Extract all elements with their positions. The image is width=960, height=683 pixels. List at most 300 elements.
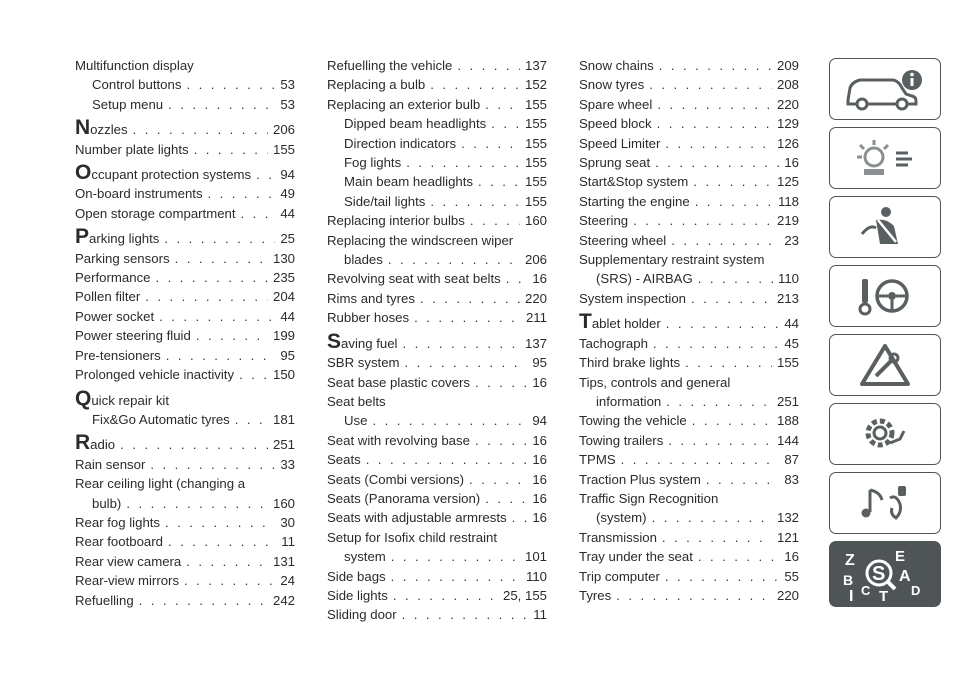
index-entry-label: Saving fuel bbox=[327, 329, 398, 353]
page-number: 129 bbox=[776, 116, 799, 132]
dot-leader bbox=[145, 287, 268, 306]
index-entry-label: Towing the vehicle bbox=[579, 413, 687, 429]
page-number: 118 bbox=[777, 193, 799, 209]
index-entry-label: Rear fog lights bbox=[75, 514, 161, 530]
index-entry bbox=[579, 489, 799, 508]
dot-leader bbox=[159, 307, 275, 326]
index-letter-a: A bbox=[899, 568, 911, 585]
index-entry-label: Open storage compartment bbox=[75, 205, 236, 221]
index-entry bbox=[579, 311, 799, 333]
page-number: 16 bbox=[532, 452, 547, 468]
index-letter-i: I bbox=[849, 588, 854, 605]
page-number: 126 bbox=[776, 135, 799, 151]
index-entry-label: Transmission bbox=[579, 529, 657, 545]
index-entry-label: information bbox=[596, 393, 662, 409]
index-entry-label: Trip computer bbox=[579, 568, 660, 584]
index-heading: Supplementary restraint system bbox=[579, 252, 765, 268]
dot-leader bbox=[659, 56, 772, 75]
index-entry-label: Seats bbox=[327, 452, 361, 468]
tab-warning-lights[interactable] bbox=[829, 127, 941, 189]
page-number: 155 bbox=[524, 155, 547, 171]
index-entry-label: Main beam headlights bbox=[344, 174, 474, 190]
index-entry bbox=[75, 117, 295, 139]
dot-leader bbox=[657, 114, 772, 133]
index-entry-label: Seats (Combi versions) bbox=[327, 471, 465, 487]
dot-leader bbox=[393, 586, 498, 605]
index-entry bbox=[75, 287, 295, 306]
index-entry bbox=[327, 567, 547, 586]
page-number: 101 bbox=[524, 549, 547, 565]
page-number: 53 bbox=[280, 96, 295, 112]
index-entry bbox=[579, 586, 799, 605]
index-entry-label: Spare wheel bbox=[579, 96, 653, 112]
index-heading: Setup for Isofix child restraint bbox=[327, 529, 498, 545]
dot-leader bbox=[691, 289, 772, 308]
page-number: 219 bbox=[776, 213, 799, 229]
index-entry-label: system bbox=[344, 549, 386, 565]
index-column-3 bbox=[579, 56, 799, 605]
index-entry-label: Control buttons bbox=[92, 77, 182, 93]
index-entry-label: blades bbox=[344, 252, 383, 268]
index-entry-label: Radio bbox=[75, 431, 116, 455]
page-number: 131 bbox=[272, 553, 295, 569]
index-entry-label: On-board instruments bbox=[75, 186, 203, 202]
index-heading: Tips, controls and general bbox=[579, 374, 731, 390]
index-entry-label: Tablet holder bbox=[579, 310, 661, 334]
dot-leader bbox=[692, 411, 772, 430]
index-entry bbox=[327, 269, 547, 288]
index-entry bbox=[327, 172, 547, 191]
index-entry bbox=[327, 192, 547, 211]
page-number: 152 bbox=[524, 77, 547, 93]
dot-leader bbox=[165, 513, 275, 532]
page-number: 16 bbox=[532, 432, 547, 448]
index-entry-label: Tachograph bbox=[579, 335, 648, 351]
index-entry bbox=[75, 162, 295, 184]
page-number: 188 bbox=[776, 413, 799, 429]
tab-maintenance[interactable] bbox=[829, 403, 941, 465]
dot-leader bbox=[372, 411, 527, 430]
page-number: 209 bbox=[776, 58, 799, 73]
index-entry bbox=[579, 192, 799, 211]
index-entry bbox=[327, 373, 547, 392]
index-entry bbox=[579, 392, 799, 411]
index-heading: Seat belts bbox=[327, 393, 386, 409]
index-entry bbox=[327, 470, 547, 489]
page-number: 242 bbox=[272, 592, 295, 608]
dot-leader bbox=[420, 289, 520, 308]
index-entry-label: System inspection bbox=[579, 290, 687, 306]
dot-leader bbox=[175, 249, 268, 268]
index-entry bbox=[327, 508, 547, 527]
index-entry bbox=[327, 95, 547, 114]
index-entry-label: Replacing an exterior bulb bbox=[327, 96, 481, 112]
triangle-wrench-icon bbox=[840, 342, 930, 388]
page-number: 25, 155 bbox=[503, 587, 547, 603]
index-column-1 bbox=[75, 56, 295, 610]
index-entry-label: (system) bbox=[596, 510, 647, 526]
dot-leader bbox=[616, 586, 772, 605]
index-entry-label: Tray under the seat bbox=[579, 549, 693, 565]
dot-leader bbox=[668, 431, 772, 450]
index-entry bbox=[579, 56, 799, 75]
dot-leader bbox=[150, 455, 275, 474]
tab-alphabetical-index[interactable] bbox=[829, 541, 941, 607]
index-letter-s: S bbox=[872, 563, 886, 585]
index-entry-label: Side bags bbox=[327, 568, 386, 584]
page-number: 23 bbox=[784, 232, 799, 248]
page-number: 53 bbox=[280, 77, 295, 93]
index-entry-label: Refuelling bbox=[75, 592, 134, 608]
page-number: 155 bbox=[524, 174, 547, 190]
index-entry-label: Traction Plus system bbox=[579, 471, 701, 487]
index-entry-label: Replacing a bulb bbox=[327, 77, 426, 93]
index-entry-label: Seats with adjustable armrests bbox=[327, 510, 507, 526]
page-number: 137 bbox=[524, 58, 547, 73]
index-entry-label: Steering bbox=[579, 213, 629, 229]
index-entry-label: Occupant protection systems bbox=[75, 161, 252, 185]
index-entry bbox=[579, 450, 799, 469]
page-number: 16 bbox=[532, 490, 547, 506]
index-entry bbox=[579, 289, 799, 308]
index-entry-label: (SRS) - AIRBAG bbox=[596, 271, 693, 287]
index-entry-label: Replacing interior bulbs bbox=[327, 213, 465, 229]
page-number: 11 bbox=[533, 607, 547, 623]
page-number: 206 bbox=[524, 252, 547, 268]
page-number: 220 bbox=[776, 587, 799, 603]
page-number: 44 bbox=[280, 205, 295, 221]
page-number: 150 bbox=[272, 367, 295, 383]
car-info-icon bbox=[840, 66, 930, 112]
dot-leader bbox=[653, 334, 779, 353]
index-entry-label: Third brake lights bbox=[579, 355, 681, 371]
tab-safety[interactable] bbox=[829, 196, 941, 258]
page-number: 155 bbox=[776, 355, 799, 371]
page-number: 16 bbox=[784, 155, 799, 171]
index-entry-label: Parking sensors bbox=[75, 250, 170, 266]
dot-leader bbox=[133, 120, 268, 139]
tab-starting-driving[interactable] bbox=[829, 265, 941, 327]
index-entry-label: Snow chains bbox=[579, 58, 654, 73]
index-entry-label: Refuelling the vehicle bbox=[327, 58, 453, 73]
page-number: 251 bbox=[776, 393, 799, 409]
page-number: 199 bbox=[272, 328, 295, 344]
page-number: 160 bbox=[524, 213, 547, 229]
index-heading: Quick repair kit bbox=[75, 386, 170, 410]
index-entry-label: Fog lights bbox=[344, 155, 402, 171]
index-entry-label: Sprung seat bbox=[579, 155, 651, 171]
page-number: 45 bbox=[784, 335, 799, 351]
index-entry bbox=[75, 307, 295, 326]
index-entry bbox=[579, 75, 799, 94]
index-column-2 bbox=[327, 56, 547, 625]
dot-leader bbox=[168, 95, 275, 114]
index-entry bbox=[327, 153, 547, 172]
page-number: 95 bbox=[280, 347, 295, 363]
index-entry-label: SBR system bbox=[327, 355, 400, 371]
index-entry bbox=[327, 231, 547, 250]
page-number: 155 bbox=[272, 141, 295, 157]
tab-multimedia[interactable] bbox=[829, 472, 941, 534]
page-number: 110 bbox=[525, 568, 547, 584]
index-entry bbox=[75, 249, 295, 268]
dot-leader bbox=[168, 532, 276, 551]
dot-leader bbox=[235, 410, 268, 429]
dot-leader bbox=[693, 172, 772, 191]
dot-leader bbox=[475, 431, 527, 450]
index-letter-c: C bbox=[861, 583, 871, 598]
dot-leader bbox=[256, 165, 275, 184]
dot-leader bbox=[208, 184, 276, 203]
index-heading: Multifunction display bbox=[75, 58, 194, 73]
index-entry-label: Pollen filter bbox=[75, 289, 141, 305]
page-number: 121 bbox=[776, 529, 799, 545]
index-entry bbox=[327, 431, 547, 450]
index-entry bbox=[327, 308, 547, 327]
page-number: 125 bbox=[776, 174, 799, 190]
index-entry bbox=[75, 494, 295, 513]
index-entry bbox=[75, 591, 295, 610]
dot-leader bbox=[485, 95, 520, 114]
page-number: 16 bbox=[532, 471, 547, 487]
index-letter-t: T bbox=[879, 588, 889, 605]
index-heading: Traffic Sign Recognition bbox=[579, 490, 719, 506]
index-entry bbox=[75, 552, 295, 571]
page-number: 251 bbox=[272, 437, 295, 453]
index-letter-b: B bbox=[843, 572, 854, 588]
dot-leader bbox=[406, 153, 520, 172]
index-entry bbox=[75, 56, 295, 75]
index-entry bbox=[327, 411, 547, 430]
index-entry-label: Side lights bbox=[327, 587, 388, 603]
index-entry bbox=[579, 334, 799, 353]
index-entry bbox=[75, 268, 295, 287]
index-entry bbox=[75, 532, 295, 551]
index-letter-e: E bbox=[895, 548, 906, 565]
page-number: 95 bbox=[532, 355, 547, 371]
page-number: 94 bbox=[280, 167, 295, 183]
page-number: 87 bbox=[784, 452, 799, 468]
tab-emergency[interactable] bbox=[829, 334, 941, 396]
dot-leader bbox=[194, 140, 268, 159]
index-entry bbox=[579, 528, 799, 547]
index-entry bbox=[327, 331, 547, 353]
index-entry bbox=[579, 153, 799, 172]
dot-leader bbox=[457, 56, 520, 75]
page-number: 204 bbox=[272, 289, 295, 305]
note-phone-icon bbox=[840, 480, 930, 526]
gear-car-icon bbox=[840, 411, 930, 457]
page-number: 155 bbox=[524, 193, 547, 209]
index-entry-label: Revolving seat with seat belts bbox=[327, 271, 501, 287]
dot-leader bbox=[685, 353, 772, 372]
page-number: 44 bbox=[784, 316, 799, 332]
index-entry-label: Fix&Go Automatic tyres bbox=[92, 411, 230, 427]
index-entry-label: Power steering fluid bbox=[75, 328, 191, 344]
index-entry bbox=[327, 586, 547, 605]
dot-leader bbox=[241, 204, 276, 223]
page-number: 137 bbox=[524, 335, 547, 351]
dot-leader bbox=[469, 470, 527, 489]
dot-leader bbox=[698, 547, 779, 566]
index-entry bbox=[75, 226, 295, 248]
index-entry-label: Pre-tensioners bbox=[75, 347, 161, 363]
index-entry bbox=[327, 250, 547, 269]
dot-leader bbox=[430, 192, 520, 211]
index-entry bbox=[327, 353, 547, 372]
index-entry-label: Rear view camera bbox=[75, 553, 182, 569]
page-number: 44 bbox=[280, 308, 295, 324]
index-letters-icon bbox=[835, 543, 935, 605]
dot-leader bbox=[461, 134, 520, 153]
index-heading: Replacing the windscreen wiper bbox=[327, 232, 514, 248]
index-entry bbox=[327, 392, 547, 411]
index-entry bbox=[579, 431, 799, 450]
page-number: 11 bbox=[281, 534, 295, 550]
page-number: 206 bbox=[272, 122, 295, 138]
index-entry bbox=[327, 605, 547, 624]
dot-leader bbox=[512, 508, 528, 527]
index-entry bbox=[327, 289, 547, 308]
index-entry bbox=[579, 547, 799, 566]
dot-leader bbox=[402, 605, 529, 624]
index-entry bbox=[579, 231, 799, 250]
index-entry-label: Number plate lights bbox=[75, 141, 189, 157]
page-number: 16 bbox=[532, 271, 547, 287]
dot-leader bbox=[120, 435, 268, 454]
index-entry bbox=[579, 114, 799, 133]
dot-leader bbox=[506, 269, 528, 288]
dot-leader bbox=[391, 547, 520, 566]
dot-leader bbox=[186, 75, 275, 94]
dot-leader bbox=[652, 508, 772, 527]
dot-leader bbox=[475, 373, 527, 392]
page-number: 30 bbox=[280, 514, 295, 530]
dot-leader bbox=[657, 95, 772, 114]
index-entry bbox=[75, 432, 295, 454]
index-entry-label: bulb) bbox=[92, 495, 122, 511]
index-entry bbox=[579, 411, 799, 430]
page-number: 213 bbox=[776, 290, 799, 306]
index-entry-label: Use bbox=[344, 413, 368, 429]
dot-leader bbox=[491, 114, 520, 133]
index-entry-label: Rubber hoses bbox=[327, 310, 410, 326]
index-entry-label: Snow tyres bbox=[579, 77, 645, 93]
index-entry-label: Side/tail lights bbox=[344, 193, 426, 209]
index-entry bbox=[327, 450, 547, 469]
dot-leader bbox=[665, 567, 779, 586]
index-entry-label: TPMS bbox=[579, 452, 616, 468]
dot-leader bbox=[478, 172, 520, 191]
index-entry bbox=[75, 410, 295, 429]
index-entry bbox=[75, 513, 295, 532]
index-entry-label: Rims and tyres bbox=[327, 290, 415, 306]
dot-leader bbox=[655, 153, 779, 172]
page-number: 155 bbox=[524, 135, 547, 151]
page-number: 211 bbox=[525, 310, 547, 326]
index-entry-label: Towing trailers bbox=[579, 432, 664, 448]
dot-leader bbox=[698, 269, 773, 288]
dot-leader bbox=[414, 308, 521, 327]
index-entry bbox=[579, 250, 799, 269]
dot-leader bbox=[139, 591, 268, 610]
index-entry bbox=[75, 95, 295, 114]
index-entry bbox=[579, 373, 799, 392]
dot-leader bbox=[156, 268, 268, 287]
page-number: 130 bbox=[272, 250, 295, 266]
index-entry-label: Dipped beam headlights bbox=[344, 116, 487, 132]
index-entry bbox=[579, 95, 799, 114]
index-entry-label: Rain sensor bbox=[75, 456, 146, 472]
index-entry bbox=[579, 567, 799, 586]
dot-leader bbox=[666, 392, 772, 411]
page-number: 235 bbox=[272, 270, 295, 286]
index-entry bbox=[579, 508, 799, 527]
index-entry bbox=[327, 134, 547, 153]
seatbelt-airbag-icon bbox=[840, 204, 930, 250]
index-entry bbox=[75, 365, 295, 384]
index-letter-z: Z bbox=[845, 552, 855, 569]
dot-leader bbox=[695, 192, 773, 211]
dot-leader bbox=[430, 75, 520, 94]
index-entry bbox=[75, 75, 295, 94]
page-number: 49 bbox=[280, 186, 295, 202]
dot-leader bbox=[126, 494, 268, 513]
index-entry bbox=[579, 172, 799, 191]
index-entry bbox=[579, 470, 799, 489]
index-entry-label: Sliding door bbox=[327, 607, 397, 623]
page-number: 181 bbox=[272, 411, 295, 427]
index-entry bbox=[327, 75, 547, 94]
dot-leader bbox=[239, 365, 268, 384]
index-entry bbox=[579, 269, 799, 288]
warning-light-icon bbox=[840, 135, 930, 181]
page-number: 24 bbox=[280, 573, 295, 589]
page-number: 155 bbox=[524, 96, 547, 112]
index-entry bbox=[327, 489, 547, 508]
dot-leader bbox=[388, 250, 520, 269]
page-number: 160 bbox=[272, 495, 295, 511]
index-entry bbox=[75, 204, 295, 223]
index-entry-label: Setup menu bbox=[92, 96, 164, 112]
page-number: 33 bbox=[280, 456, 295, 472]
index-entry bbox=[327, 547, 547, 566]
index-entry-label: Power socket bbox=[75, 308, 155, 324]
index-entry-label: Steering wheel bbox=[579, 232, 667, 248]
tab-car-info[interactable] bbox=[829, 58, 941, 120]
dot-leader bbox=[402, 334, 520, 353]
dot-leader bbox=[665, 134, 772, 153]
dot-leader bbox=[164, 229, 275, 248]
dot-leader bbox=[671, 231, 779, 250]
page-number: 94 bbox=[532, 413, 547, 429]
page-number: 208 bbox=[776, 77, 799, 93]
index-entry-label: Seat base plastic covers bbox=[327, 374, 470, 390]
page-number: 220 bbox=[776, 96, 799, 112]
index-entry bbox=[75, 571, 295, 590]
page-number: 132 bbox=[776, 510, 799, 526]
index-entry bbox=[75, 140, 295, 159]
dot-leader bbox=[391, 567, 521, 586]
page-number: 144 bbox=[776, 432, 799, 448]
page-number: 25 bbox=[280, 231, 295, 247]
dot-leader bbox=[621, 450, 780, 469]
index-entry-label: Nozzles bbox=[75, 116, 128, 140]
index-entry bbox=[579, 353, 799, 372]
dot-leader bbox=[405, 353, 528, 372]
index-entry-label: Direction indicators bbox=[344, 135, 457, 151]
index-heading: Rear ceiling light (changing a bbox=[75, 476, 246, 492]
